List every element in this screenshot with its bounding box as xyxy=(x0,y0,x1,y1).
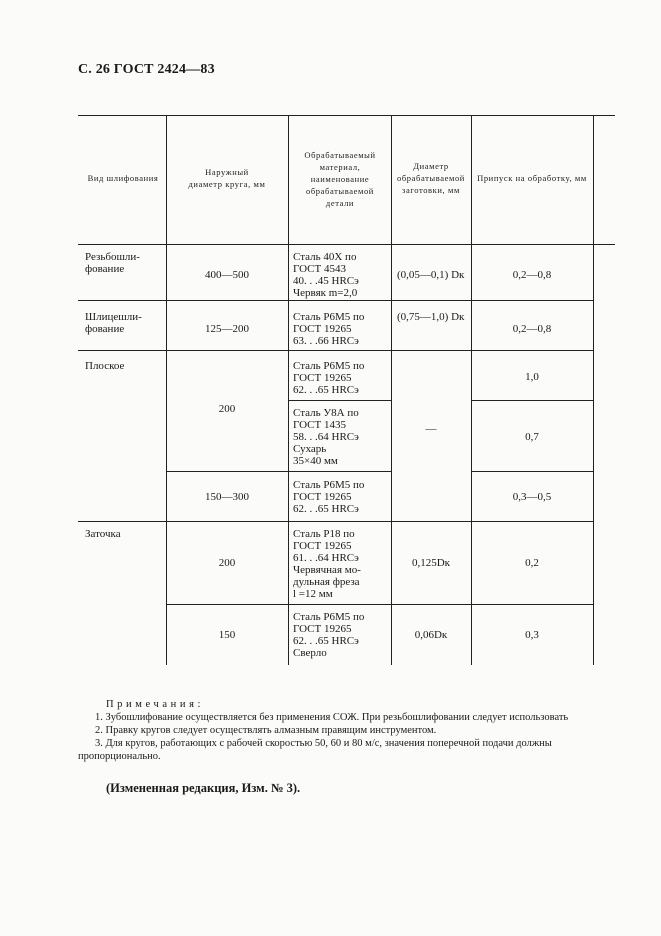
row6-allowance: 0,2 xyxy=(525,557,539,569)
row5-material: Сталь Р6М5 по ГОСТ 19265 62. . .65 HRCэ xyxy=(293,479,365,515)
row6-material: Сталь Р18 по ГОСТ 19265 61. . .64 HRCэ Червячная мо- дульная фреза l =12 мм xyxy=(293,528,361,600)
row5-diameter: 150—300 xyxy=(205,491,249,503)
row2-diameter: 125—200 xyxy=(205,323,249,335)
row3-material: Сталь Р6М5 по ГОСТ 19265 62. . .65 HRCэ xyxy=(293,360,365,396)
row1-material: Сталь 40Х по ГОСТ 4543 40. . .45 HRCэ Червяк m=2,0 xyxy=(293,251,359,299)
header-allowance: Припуск на обработку, мм xyxy=(477,173,587,183)
row7-allowance: 0,3 xyxy=(525,629,539,641)
row2-material: Сталь Р6М5 по ГОСТ 19265 63. . .66 HRCэ xyxy=(293,311,365,347)
page-header: С. 26 ГОСТ 2424—83 xyxy=(78,62,215,77)
revision-footnote: (Измененная редакция, Изм. № 3). xyxy=(106,781,301,795)
row4-material: Сталь У8А по ГОСТ 1435 58. . .64 HRCэ Сухарь 35×40 мм xyxy=(293,407,359,467)
note-3: 3. Для кругов, работающих с рабочей скоростью 50, 60 и 80 м/с, значения поперечной подачи должны xyxy=(95,738,552,749)
row3-allowance: 1,0 xyxy=(525,371,539,383)
row3-workpiece: — xyxy=(425,423,437,435)
row6-workpiece: 0,125Dк xyxy=(411,557,451,569)
row3-diameter: 200 xyxy=(218,403,236,415)
note-2: 2. Правку кругов следует осуществлять алмазным правящим инструментом. xyxy=(95,725,437,736)
row6-type: Заточка xyxy=(85,528,121,540)
row2-allowance: 0,2—0,8 xyxy=(512,323,552,335)
row2-workpiece: (0,75—1,0) Dк xyxy=(397,311,465,323)
note-3-continued: пропорционально. xyxy=(78,751,161,762)
row7-material: Сталь Р6М5 по ГОСТ 19265 62. . .65 HRCэ Сверло xyxy=(293,611,365,659)
row2-type: Шлицешли- фование xyxy=(85,311,142,335)
row6-diameter: 200 xyxy=(218,557,236,569)
row7-diameter: 150 xyxy=(218,629,236,641)
header-outer-diameter: Наружный диаметр круга, мм xyxy=(188,167,266,189)
header-grinding-type: Вид шлифования xyxy=(87,173,159,183)
row7-workpiece: 0,06Dк xyxy=(414,629,448,641)
notes-title: Примечания: xyxy=(106,699,205,710)
header-workpiece-diameter: Диаметр обрабатываемой заготовки, мм xyxy=(397,161,465,195)
row5-allowance: 0,3—0,5 xyxy=(512,491,552,503)
row1-allowance: 0,2—0,8 xyxy=(512,269,552,281)
header-material: Обрабатываемый материал, наименование обрабатываемой детали xyxy=(304,150,376,208)
row4-allowance: 0,7 xyxy=(525,431,539,443)
note-1: 1. Зубошлифование осуществляется без применения СОЖ. При резьбошлифовании следует использовать xyxy=(95,712,569,723)
row1-workpiece: (0,05—0,1) Dк xyxy=(397,269,465,281)
row1-type: Резьбошли- фование xyxy=(85,251,140,275)
row1-diameter: 400—500 xyxy=(205,269,249,281)
row3-type: Плоское xyxy=(85,360,125,372)
